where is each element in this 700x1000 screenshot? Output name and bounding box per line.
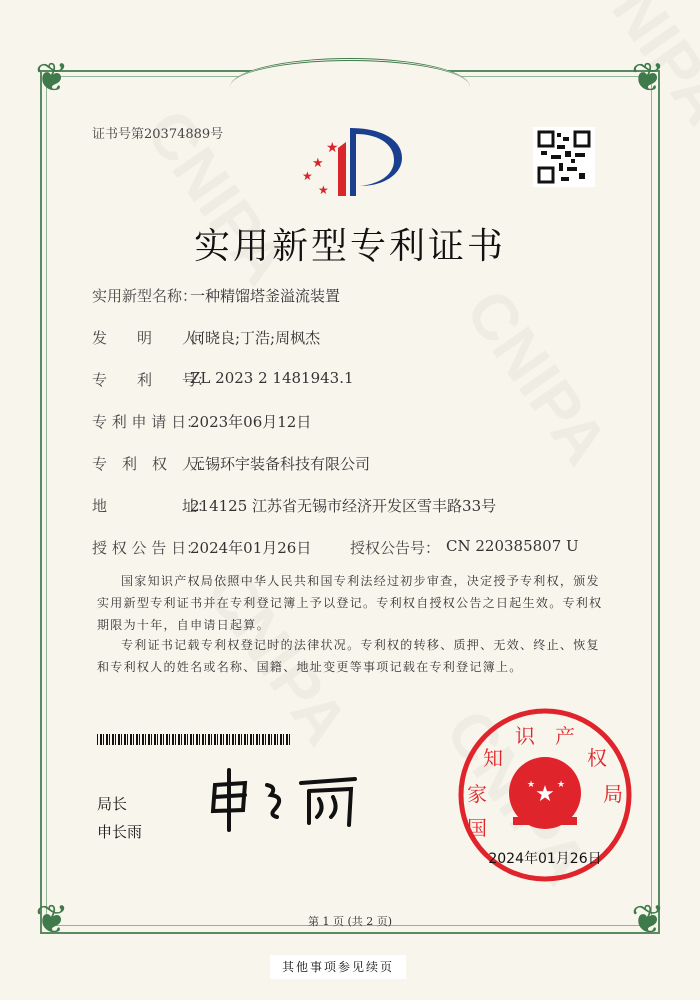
field-value-inventors: 何晓良;丁浩;周枫杰 [190, 329, 321, 347]
continuation-note: 其他事项参见续页 [270, 955, 406, 979]
svg-text:权: 权 [587, 746, 607, 770]
signatory-title: 局长 [97, 795, 128, 813]
corner-ornament: ❦ [631, 55, 665, 101]
page-indicator: 第 1 页 (共 2 页) [307, 915, 393, 928]
certificate-title: 实用新型专利证书 [193, 226, 506, 267]
barcode [97, 734, 292, 745]
field-value-announcement-number: CN 220385807 U [446, 537, 579, 555]
svg-text:★: ★ [527, 780, 536, 790]
svg-text:识: 识 [515, 724, 535, 748]
field-label-name: 实用新型名称： [92, 287, 198, 305]
legal-paragraph: 专利证书记载专利权登记时的法律状况。专利权的转移、质押、无效、终止、恢复和专利权人的姓名或名称、国籍、地址变更等事项记载在专利登记簿上。 [97, 638, 600, 674]
certificate-number: 证书号第20374889号 [92, 127, 224, 142]
field-value-patentee: 无锡环宇装备科技有限公司 [190, 455, 371, 473]
field-label-patent-number: 专 利 号： [92, 371, 213, 389]
corner-ornament: ❦ [35, 897, 69, 943]
svg-text:知: 知 [483, 746, 503, 770]
field-value-filing-date: 2023年06月12日 [190, 413, 312, 431]
field-label-inventors: 发 明 人： [92, 329, 213, 347]
qr-code [533, 127, 595, 187]
svg-text:★: ★ [312, 156, 324, 171]
svg-text:局: 局 [603, 782, 623, 806]
legal-paragraph: 国家知识产权局依照中华人民共和国专利法经过初步审查，决定授予专利权，颁发实用新型专利证书并在专利登记簿上予以登记。专利权自授权公告之日起生效。专利权期限为十年，自申请日起算。 [97, 574, 603, 632]
field-value-grant-date: 2024年01月26日 [190, 539, 312, 557]
corner-ornament: ❦ [631, 897, 665, 943]
field-label-grant-date: 授 权 公 告 日： [92, 539, 202, 557]
top-ornament [230, 58, 470, 87]
cnipa-logo [298, 122, 408, 202]
field-label-address: 地 址： [92, 497, 213, 515]
field-value-patent-number: ZL 2023 2 1481943.1 [190, 369, 354, 387]
corner-ornament: ❦ [35, 55, 69, 101]
svg-text:★: ★ [557, 780, 566, 790]
svg-text:★: ★ [535, 782, 555, 807]
svg-text:国: 国 [467, 816, 487, 840]
signature [205, 765, 365, 835]
official-seal [455, 705, 635, 885]
signatory-name: 申长雨 [97, 823, 143, 841]
seal-date: 2024年01月26日 [488, 851, 602, 867]
svg-text:家: 家 [467, 782, 487, 806]
field-value-address: 214125 江苏省无锡市经济开发区雪丰路33号 [190, 497, 497, 515]
svg-text:★: ★ [302, 169, 313, 183]
svg-text:产: 产 [555, 724, 575, 748]
svg-text:★: ★ [318, 183, 329, 197]
field-value-name: 一种精馏塔釜溢流装置 [190, 287, 341, 305]
field-label-filing-date: 专 利 申 请 日： [92, 413, 202, 431]
field-label-patentee: 专 利 权 人： [92, 455, 213, 473]
svg-text:★: ★ [326, 140, 339, 156]
field-label-announcement-number: 授权公告号： [350, 539, 441, 557]
